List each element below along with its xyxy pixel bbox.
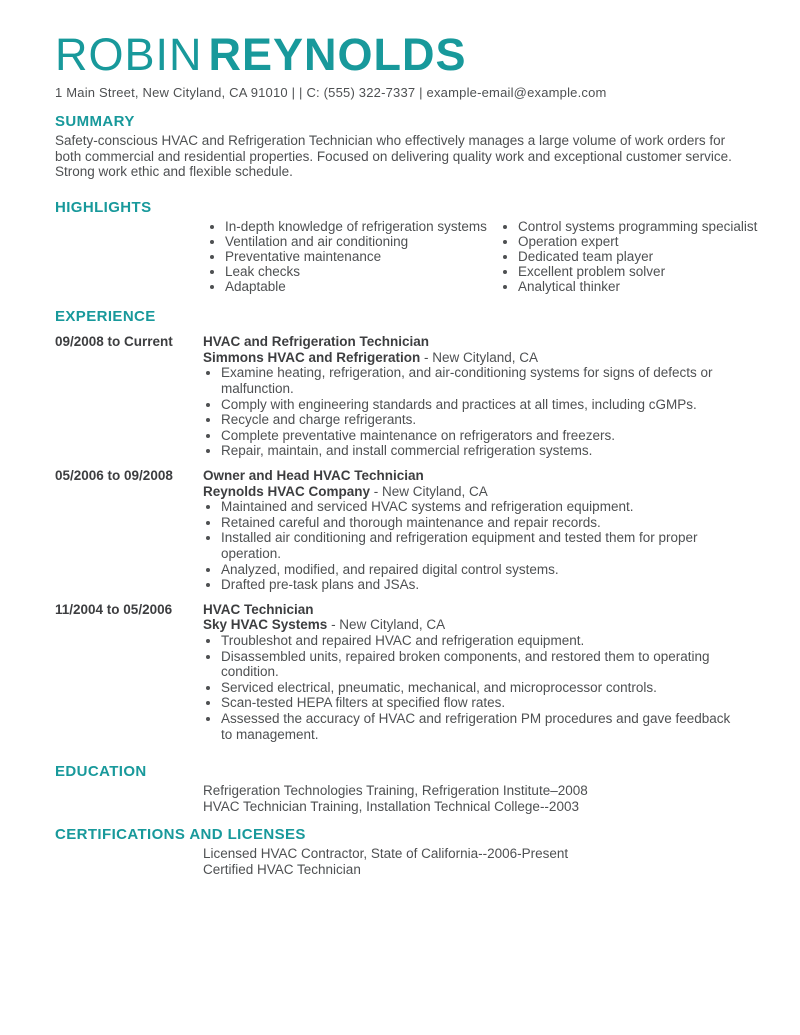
job-dates: 09/2008 to Current bbox=[55, 334, 173, 350]
job-bullets-list bbox=[203, 365, 745, 459]
job-bullet: • Drafted pre-task plans and JSAs. bbox=[221, 577, 745, 593]
job-bullet: • Complete preventative maintenance on refrigerators and freezers. bbox=[221, 428, 745, 444]
certifications-heading: CERTIFICATIONS AND LICENSES bbox=[55, 826, 306, 844]
job-company-line bbox=[203, 617, 745, 633]
job-bullet: • Disassembled units, repaired broken components, and restored them to operating condition. bbox=[221, 649, 745, 680]
job-bullets-list bbox=[203, 633, 745, 742]
highlights-heading: HIGHLIGHTS bbox=[55, 198, 152, 216]
highlights-columns bbox=[207, 218, 758, 295]
job-bullets-list bbox=[203, 499, 745, 593]
highlight-item: • In-depth knowledge of refrigeration systems bbox=[225, 220, 500, 235]
job-bullet: • Comply with engineering standards and practices at all times, including cGMPs. bbox=[221, 397, 745, 413]
job-title: HVAC Technician bbox=[203, 601, 314, 617]
highlight-item: • Analytical thinker bbox=[518, 280, 768, 295]
job-company: Simmons HVAC and Refrigeration bbox=[203, 349, 421, 365]
certification-item: Licensed HVAC Contractor, State of California--2006-Present bbox=[203, 846, 569, 862]
job-bullet: • Maintained and serviced HVAC systems and refrigeration equipment. bbox=[221, 499, 745, 515]
job-company-line bbox=[203, 350, 745, 366]
job-title: HVAC and Refrigeration Technician bbox=[203, 334, 430, 350]
job-bullet: • Repair, maintain, and install commercial refrigeration systems. bbox=[221, 443, 745, 459]
highlights-section bbox=[55, 198, 758, 295]
job-bullet: • Recycle and charge refrigerants. bbox=[221, 412, 745, 428]
job-bullet: • Troubleshot and repaired HVAC and refrigeration equipment. bbox=[221, 633, 745, 649]
job-entry bbox=[55, 334, 745, 459]
job-bullet: • Assessed the accuracy of HVAC and refrigeration PM procedures and gave feedback to management. bbox=[221, 711, 745, 742]
summary-section bbox=[55, 113, 745, 180]
job-body bbox=[203, 602, 745, 742]
education-list bbox=[203, 783, 745, 814]
highlight-item: • Excellent problem solver bbox=[518, 265, 768, 280]
jobs-list bbox=[55, 334, 745, 742]
education-heading: EDUCATION bbox=[55, 763, 147, 781]
job-bullet: • Examine heating, refrigeration, and air-conditioning systems for signs of defects or malfunction. bbox=[221, 365, 745, 396]
highlight-item: • Adaptable bbox=[225, 280, 500, 295]
candidate-first-name: ROBIN bbox=[55, 29, 203, 80]
resume-header bbox=[55, 30, 745, 101]
job-title: Owner and Head HVAC Technician bbox=[203, 468, 424, 483]
candidate-name bbox=[55, 30, 745, 80]
job-body bbox=[203, 334, 745, 459]
education-section bbox=[55, 763, 745, 814]
highlight-item: • Control systems programming specialist bbox=[518, 220, 768, 235]
job-entry bbox=[55, 468, 745, 593]
job-body bbox=[203, 468, 745, 593]
job-company-line bbox=[203, 484, 745, 500]
job-location: - New Cityland, CA bbox=[370, 483, 488, 499]
certifications-list bbox=[203, 846, 745, 877]
education-item: Refrigeration Technologies Training, Refrigeration Institute–2008 bbox=[203, 783, 588, 799]
job-bullet: • Scan-tested HEPA filters at specified flow rates. bbox=[221, 695, 745, 711]
highlights-left-list bbox=[207, 220, 500, 295]
job-dates: 05/2006 to 09/2008 bbox=[55, 468, 173, 483]
summary-heading: SUMMARY bbox=[55, 113, 135, 130]
highlight-item: • Ventilation and air conditioning bbox=[225, 235, 500, 250]
job-bullet: • Retained careful and thorough maintenance and repair records. bbox=[221, 515, 745, 531]
highlight-item: • Operation expert bbox=[518, 235, 768, 250]
highlights-right-list bbox=[500, 220, 768, 295]
job-location: - New Cityland, CA bbox=[327, 617, 446, 633]
job-bullet: • Analyzed, modified, and repaired digital control systems. bbox=[221, 562, 745, 578]
education-item: HVAC Technician Training, Installation Technical College--2003 bbox=[203, 798, 579, 814]
job-entry bbox=[55, 602, 745, 742]
job-company: Reynolds HVAC Company bbox=[203, 483, 371, 499]
job-bullet: • Installed air conditioning and refrigeration equipment and tested them for proper operation. bbox=[221, 530, 745, 561]
job-company: Sky HVAC Systems bbox=[203, 617, 328, 633]
highlight-item: • Preventative maintenance bbox=[225, 250, 500, 265]
summary-text: Safety-conscious HVAC and Refrigeration Technician who effectively manages a large volume of work orders for both commercial and residential properties. Focused on delivering quality work and exceptional customer service. Strong work ethic and flexible schedule. bbox=[55, 133, 732, 180]
job-bullet: • Serviced electrical, pneumatic, mechanical, and microprocessor controls. bbox=[221, 680, 745, 696]
certification-item: Certified HVAC Technician bbox=[203, 861, 361, 877]
certifications-section bbox=[55, 826, 745, 877]
experience-heading: EXPERIENCE bbox=[55, 308, 156, 326]
job-location: - New Cityland, CA bbox=[420, 349, 539, 365]
contact-line: 1 Main Street, New Cityland, CA 91010 | | C: (555) 322-7337 | example-email@example.com bbox=[55, 85, 607, 100]
highlight-item: • Dedicated team player bbox=[518, 250, 768, 265]
experience-section bbox=[55, 308, 745, 742]
highlight-item: • Leak checks bbox=[225, 265, 500, 280]
candidate-last-name: REYNOLDS bbox=[208, 29, 467, 80]
job-dates: 11/2004 to 05/2006 bbox=[55, 601, 173, 617]
